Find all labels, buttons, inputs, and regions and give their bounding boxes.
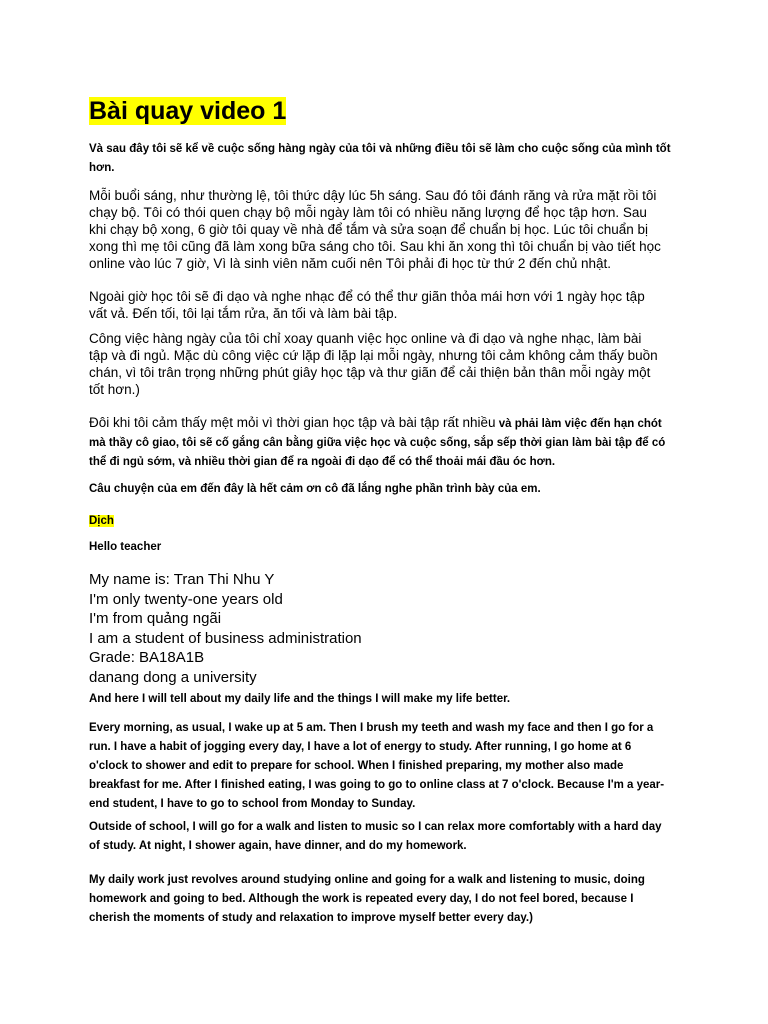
vn-p2-line: Ngoài giờ học tôi sẽ đi dạo và nghe nhạc để có thể thư giãn thỏa mái hơn với 1 ngày học tập xyxy=(89,289,645,304)
dich-label-paragraph xyxy=(89,512,679,531)
vn-p1-line: chạy bộ. Tôi có thói quen chạy bộ mỗi ngày làm tôi có nhiều năng lượng để học tập hơn. Sau xyxy=(89,205,647,220)
en-p3-line: cherish the moments of study and relaxation to improve myself better every day.) xyxy=(89,912,533,924)
intro-line: Và sau đây tôi sẽ kể về cuộc sống hàng ngày của tôi và những điều tôi sẽ làm cho cuộc sống của mình tốt xyxy=(89,143,671,155)
en-p1-line: run. I have a habit of jogging every day, I have a lot of energy to study. After running, I go home at 6 xyxy=(89,741,632,753)
vn-p3-line: tập và đi ngủ. Mặc dù công việc cứ lặp đi lặp lại mỗi ngày, nhưng tôi cảm không cảm thấy buồn xyxy=(89,348,658,363)
en-p3-line: homework and going to bed. Although the work is repeated every day, I do not feel bored, because I xyxy=(89,893,634,905)
greeting: Hello teacher xyxy=(89,541,162,553)
vn-p4-line: mà thầy cô giao, tôi sẽ cố gắng cân bằng giữa việc học và cuộc sống, sắp sếp thời gian làm bài tập để có xyxy=(89,437,666,449)
en-p3-line: My daily work just revolves around studying online and going for a walk and listening to music, doing xyxy=(89,874,645,886)
vn-paragraph-2 xyxy=(89,288,679,322)
profile-line: danang dong a university xyxy=(89,668,257,686)
dich-label: Dịch xyxy=(89,515,114,527)
profile-line: I'm only twenty-one years old xyxy=(89,590,283,608)
en-p1-line: o'clock to shower and edit to prepare for school. When I finished preparing, my mother also made xyxy=(89,760,624,772)
profile-line: Grade: BA18A1B xyxy=(89,649,205,666)
en-p1-line: breakfast for me. After I finished eating, I was going to go to online class at 7 o'clock. Because I'm a year- xyxy=(89,779,665,791)
vn-p4-line: thể đi ngủ sớm, và nhiều thời gian để ra ngoài đi dạo để có thể thoải mái đầu óc hơn. xyxy=(89,456,556,468)
vn-p4-first-line xyxy=(89,414,679,434)
vn-p1-line: khi chạy bộ xong, 6 giờ tôi quay về nhà để tắm và sửa soạn để chuẩn bị học. Lúc tôi chuẩn bị xyxy=(89,222,648,237)
vn-p3-line: chán, vì tôi trân trọng những phút giây học tập và thư giãn để cải thiện bản thân mỗi ngày một xyxy=(89,365,651,380)
en-p1-line: Every morning, as usual, I wake up at 5 am. Then I brush my teeth and wash my face and then I go for a xyxy=(89,722,654,734)
intro-paragraph xyxy=(89,140,679,178)
vn-p1-line: xong thì mẹ tôi cũng đã làm xong bữa sáng cho tôi. Sau khi ăn xong thì tôi chuẩn bị vào tiết học xyxy=(89,239,661,254)
profile-block xyxy=(89,570,679,687)
profile-line: I am a student of business administration xyxy=(89,629,362,647)
vn-p4-plain-part: Đôi khi tôi cảm thấy mệt mỏi vì thời gian học tập và bài tập rất nhiều xyxy=(89,415,496,430)
vn-p3-line: Công việc hàng ngày của tôi chỉ xoay quanh việc học online và đi dạo và nghe nhạc, làm bài xyxy=(89,331,642,346)
vn-p2-line: vất vả. Đến tối, tôi lại tắm rửa, ăn tối và làm bài tập. xyxy=(89,306,398,321)
en-intro: And here I will tell about my daily life and the things I will make my life better. xyxy=(89,693,511,705)
en-paragraph-2 xyxy=(89,818,679,856)
vn-closing: Câu chuyện của em đến đây là hết cảm ơn cô đã lắng nghe phần trình bày của em. xyxy=(89,483,541,495)
en-paragraph-1 xyxy=(89,719,679,814)
profile-line: My name is: Tran Thi Nhu Y xyxy=(89,571,275,588)
en-p1-line: end student, I have to go to school from Monday to Sunday. xyxy=(89,798,416,810)
en-paragraph-3 xyxy=(89,871,679,928)
vn-paragraph-4 xyxy=(89,414,679,472)
vn-paragraph-3 xyxy=(89,330,679,398)
intro-line: hơn. xyxy=(89,162,115,174)
vn-paragraph-1 xyxy=(89,187,679,272)
vn-p4-bold-part: và phải làm việc đến hạn chót xyxy=(495,418,662,430)
en-p2-line: Outside of school, I will go for a walk and listen to music so I can relax more comfortably with a hard day xyxy=(89,821,662,833)
en-p2-line: of study. At night, I shower again, have dinner, and do my homework. xyxy=(89,840,467,852)
title-highlight: Bài quay video 1 xyxy=(89,97,287,125)
vn-p3-line: tốt hơn.) xyxy=(89,382,140,397)
vn-p1-line: online vào lúc 7 giờ, Vì là sinh viên năm cuối nên Tôi phải đi học từ thứ 2 đến chủ nhật. xyxy=(89,256,611,271)
document-title xyxy=(89,96,286,126)
vn-p1-line: Mỗi buổi sáng, như thường lệ, tôi thức dậy lúc 5h sáng. Sau đó tôi đánh răng và rửa mặt rồi tôi xyxy=(89,188,657,203)
profile-line: I'm from quảng ngãi xyxy=(89,610,222,627)
